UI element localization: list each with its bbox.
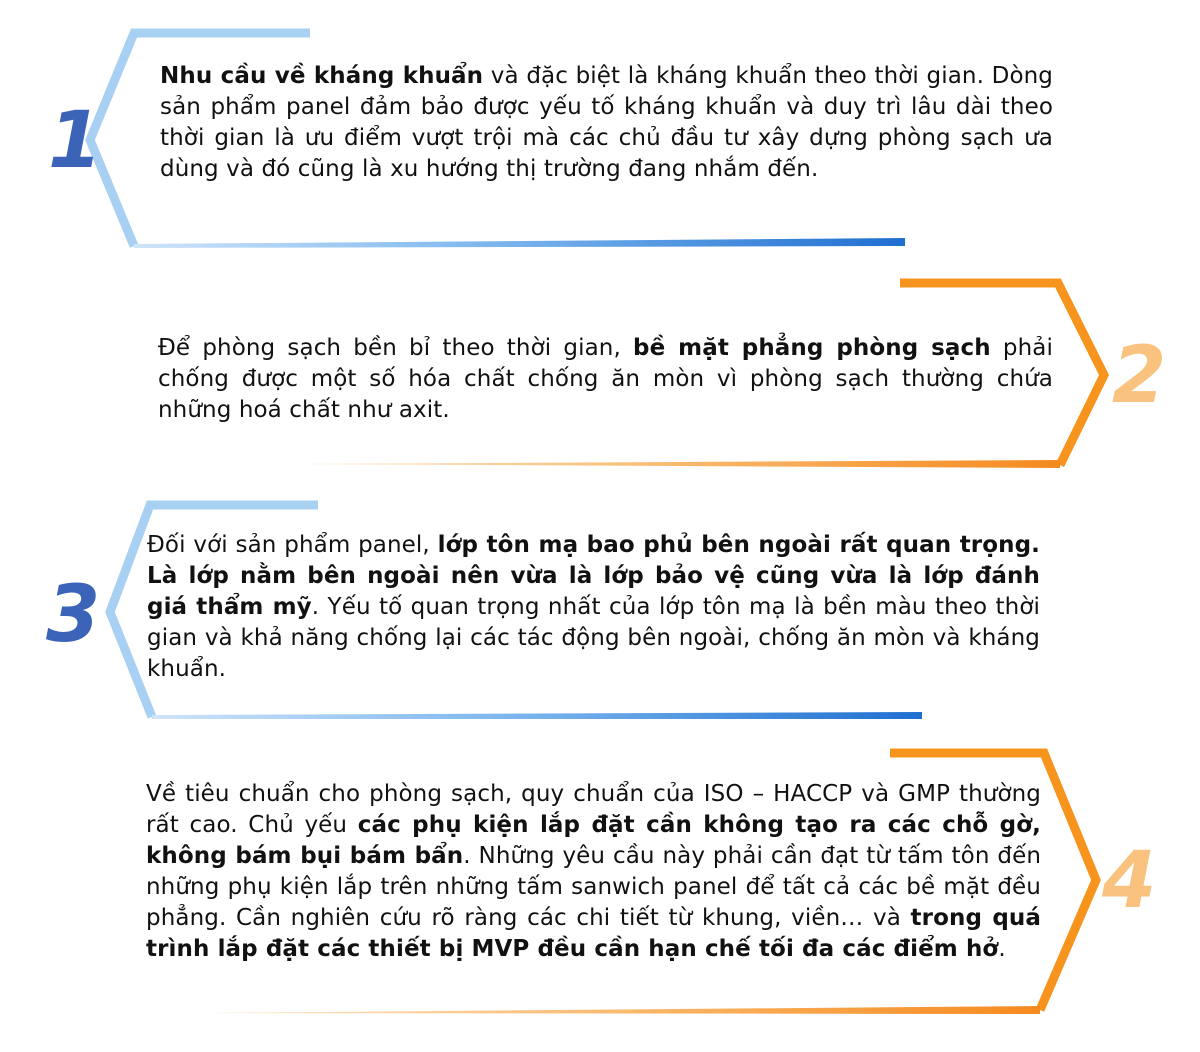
section-2-part-2: phải chống được một số hóa chất chống ăn mòn vì phòng sạch thường chứa những hoá chất như axit. — [158, 335, 1053, 423]
section-4-part-3: trong quá trình lắp đặt các thiết bị MVP đều cần hạn chế tối đa các điểm hở — [146, 905, 1041, 962]
section-3-part-2: . Yếu tố quan trọng nhất của lớp tôn mạ là bền màu theo thời gian và khả năng chống lại các tác động bên ngoài, chống ăn mòn và kháng khuẩn. — [147, 594, 1041, 682]
section-number-2: 2 — [1112, 331, 1167, 421]
frame-3-bottom-line — [152, 712, 922, 719]
section-4-part-2: . Những yêu cầu này phải cần đạt từ tấm tôn đến những phụ kiện lắp trên những tấm sanwich panel để tất cả các bề mặt đều phẳng. Cần nghiên cứu rõ ràng các chi tiết từ khung, viền… và — [146, 843, 1042, 931]
section-number-1: 1 — [48, 96, 103, 186]
section-1-part-0: Nhu cầu về kháng khuẩn — [160, 63, 484, 89]
section-3-text — [147, 530, 1040, 685]
section-2-part-1: bề mặt phẳng phòng sạch — [633, 335, 991, 361]
section-3-part-0: Đối với sản phẩm panel, — [147, 532, 438, 558]
section-1-part-1: và đặc biệt là kháng khuẩn theo thời gian. Dòng sản phẩm panel đảm bảo được yếu tố kháng khuẩn và duy trì lâu dài theo thời gian là ưu điểm vượt trội mà các chủ đầu tư xây dựng phòng sạch ưa dùng và đó cũng là xu hướng thị trường đang nhắm đến. — [160, 63, 1053, 182]
section-4-part-1: các phụ kiện lắp đặt cần không tạo ra các chỗ gờ, không bám bụi bám bẩn — [146, 812, 1041, 869]
section-3-part-1: lớp tôn mạ bao phủ bên ngoài rất quan trọng. Là lớp nằm bên ngoài nên vừa là lớp bảo vệ cũng vừa là lớp đánh giá thẩm mỹ — [147, 532, 1041, 620]
section-1-text — [160, 61, 1053, 185]
frame-1-bottom-line — [134, 238, 905, 248]
frame-4-bottom-line — [200, 1006, 1040, 1014]
frame-2-bottom-line — [290, 460, 1060, 468]
section-2-part-0: Để phòng sạch bền bỉ theo thời gian, — [158, 335, 634, 361]
section-2-text — [158, 333, 1053, 426]
section-4-text — [146, 779, 1041, 965]
section-4-part-0: Về tiêu chuẩn cho phòng sạch, quy chuẩn của ISO – HACCP và GMP thường rất cao. Chủ yếu — [146, 781, 1041, 838]
section-number-3: 3 — [46, 570, 101, 660]
section-4-part-4: . — [998, 936, 1006, 962]
section-number-4: 4 — [1102, 836, 1157, 926]
